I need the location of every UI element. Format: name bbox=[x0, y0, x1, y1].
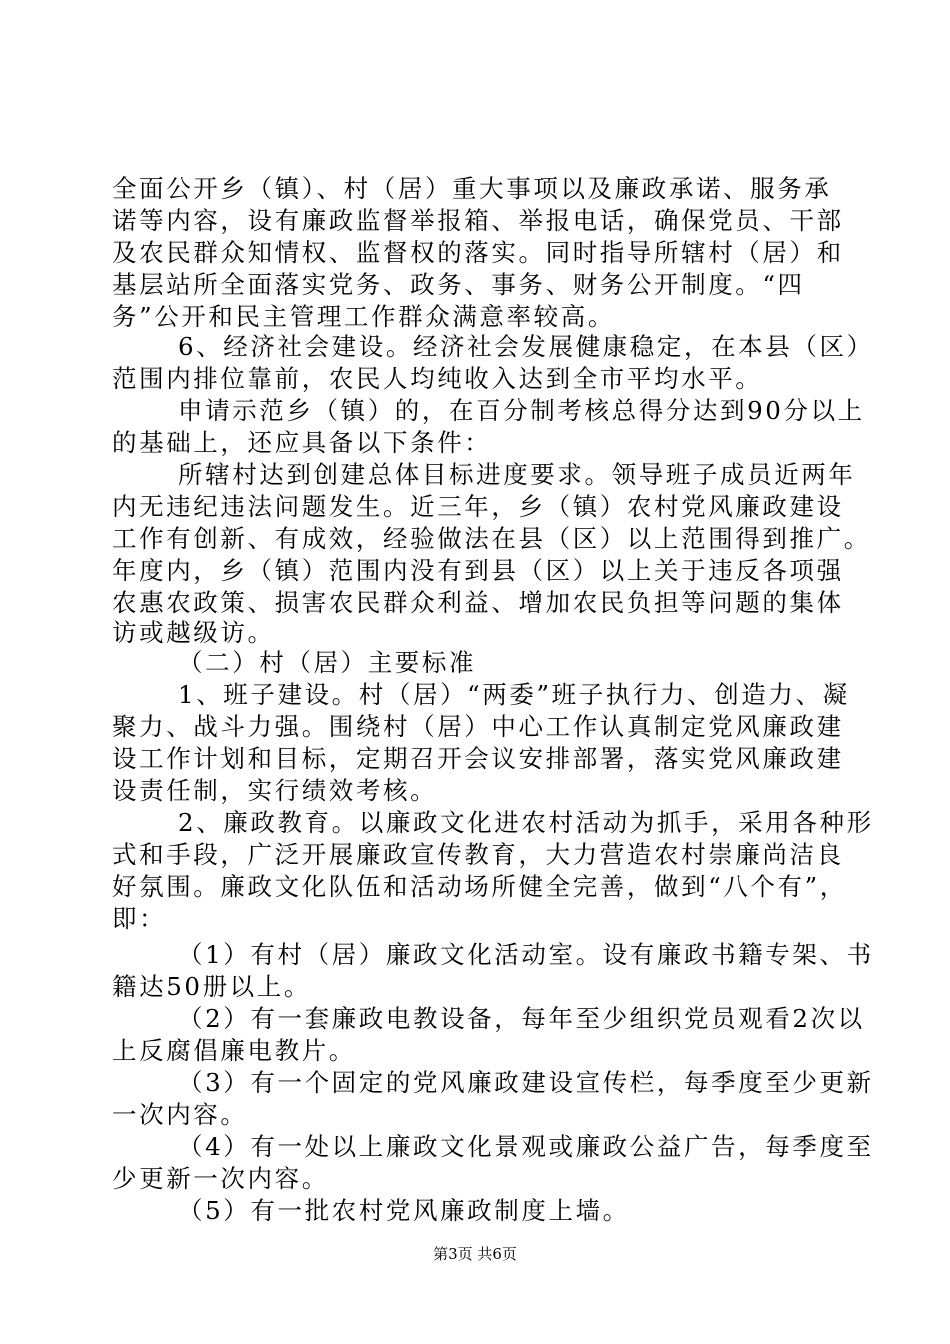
body-line: 诺等内容，设有廉政监督举报箱、举报电话，确保党员、干部 bbox=[112, 206, 844, 235]
body-line: 设责任制，实行绩效考核。 bbox=[112, 776, 438, 805]
body-line: 基层站所全面落实党务、政务、事务、财务公开制度。“四 bbox=[112, 270, 805, 299]
body-line: 6、经济社会建设。经济社会发展健康稳定，在本县（区） bbox=[178, 332, 874, 361]
body-line: （4）有一处以上廉政文化景观或廉政公益广告，每季度至 bbox=[178, 1132, 874, 1161]
body-line: 聚力、战斗力强。围绕村（居）中心工作认真制定党风廉政建 bbox=[112, 712, 844, 741]
body-line: （1）有村（居）廉政文化活动室。设有廉政书籍专架、书 bbox=[178, 940, 874, 969]
body-line: 上反腐倡廉电教片。 bbox=[112, 1036, 356, 1065]
body-line: 农惠农政策、损害农民群众利益、增加农民负担等问题的集体 bbox=[112, 588, 844, 617]
body-line: （5）有一批农村党风廉政制度上墙。 bbox=[178, 1196, 630, 1225]
body-line: 2、廉政教育。以廉政文化进农村活动为抓手，采用各种形 bbox=[178, 808, 874, 837]
page-number: 第3页 共6页 bbox=[433, 1245, 517, 1263]
body-line: 及农民群众知情权、监督权的落实。同时指导所辖村（居）和 bbox=[112, 238, 844, 267]
body-line: 全面公开乡（镇）、村（居）重大事项以及廉政承诺、服务承 bbox=[112, 174, 832, 203]
body-line: 工作有创新、有成效，经验做法在县（区）以上范围得到推广。 bbox=[112, 524, 871, 553]
body-line: 务”公开和民主管理工作群众满意率较高。 bbox=[112, 302, 615, 331]
body-line: 的基础上，还应具备以下条件： bbox=[112, 428, 492, 457]
body-line: 少更新一次内容。 bbox=[112, 1164, 329, 1193]
body-line: 所辖村达到创建总体目标进度要求。领导班子成员近两年 bbox=[178, 460, 856, 489]
body-line: 好氛围。廉政文化队伍和活动场所健全完善，做到“八个有”， bbox=[112, 872, 847, 901]
body-line: 籍达50册以上。 bbox=[112, 972, 311, 1001]
body-line: 设工作计划和目标，定期召开会议安排部署，落实党风廉政建 bbox=[112, 744, 844, 773]
body-line: （3）有一个固定的党风廉政建设宣传栏，每季度至少更新 bbox=[178, 1068, 874, 1097]
body-line: 内无违纪违法问题发生。近三年，乡（镇）农村党风廉政建设 bbox=[112, 492, 844, 521]
body-line: （2）有一套廉政电教设备，每年至少组织党员观看2次以 bbox=[178, 1004, 865, 1033]
body-line: 1、班子建设。村（居）“两委”班子执行力、创造力、凝 bbox=[178, 680, 850, 709]
body-line: 即： bbox=[112, 904, 167, 933]
body-line: 申请示范乡（镇）的，在百分制考核总得分达到90分以上 bbox=[178, 396, 865, 425]
section-heading: （二）村（居）主要标准 bbox=[178, 648, 477, 677]
body-line: 式和手段，广泛开展廉政宣传教育，大力营造农村崇廉尚洁良 bbox=[112, 840, 844, 869]
body-line: 年度内，乡（镇）范围内没有到县（区）以上关于违反各项强 bbox=[112, 556, 844, 585]
body-line: 访或越级访。 bbox=[112, 618, 275, 647]
body-line: 范围内排位靠前，农民人均纯收入达到全市平均水平。 bbox=[112, 364, 763, 393]
body-line: 一次内容。 bbox=[112, 1100, 248, 1129]
